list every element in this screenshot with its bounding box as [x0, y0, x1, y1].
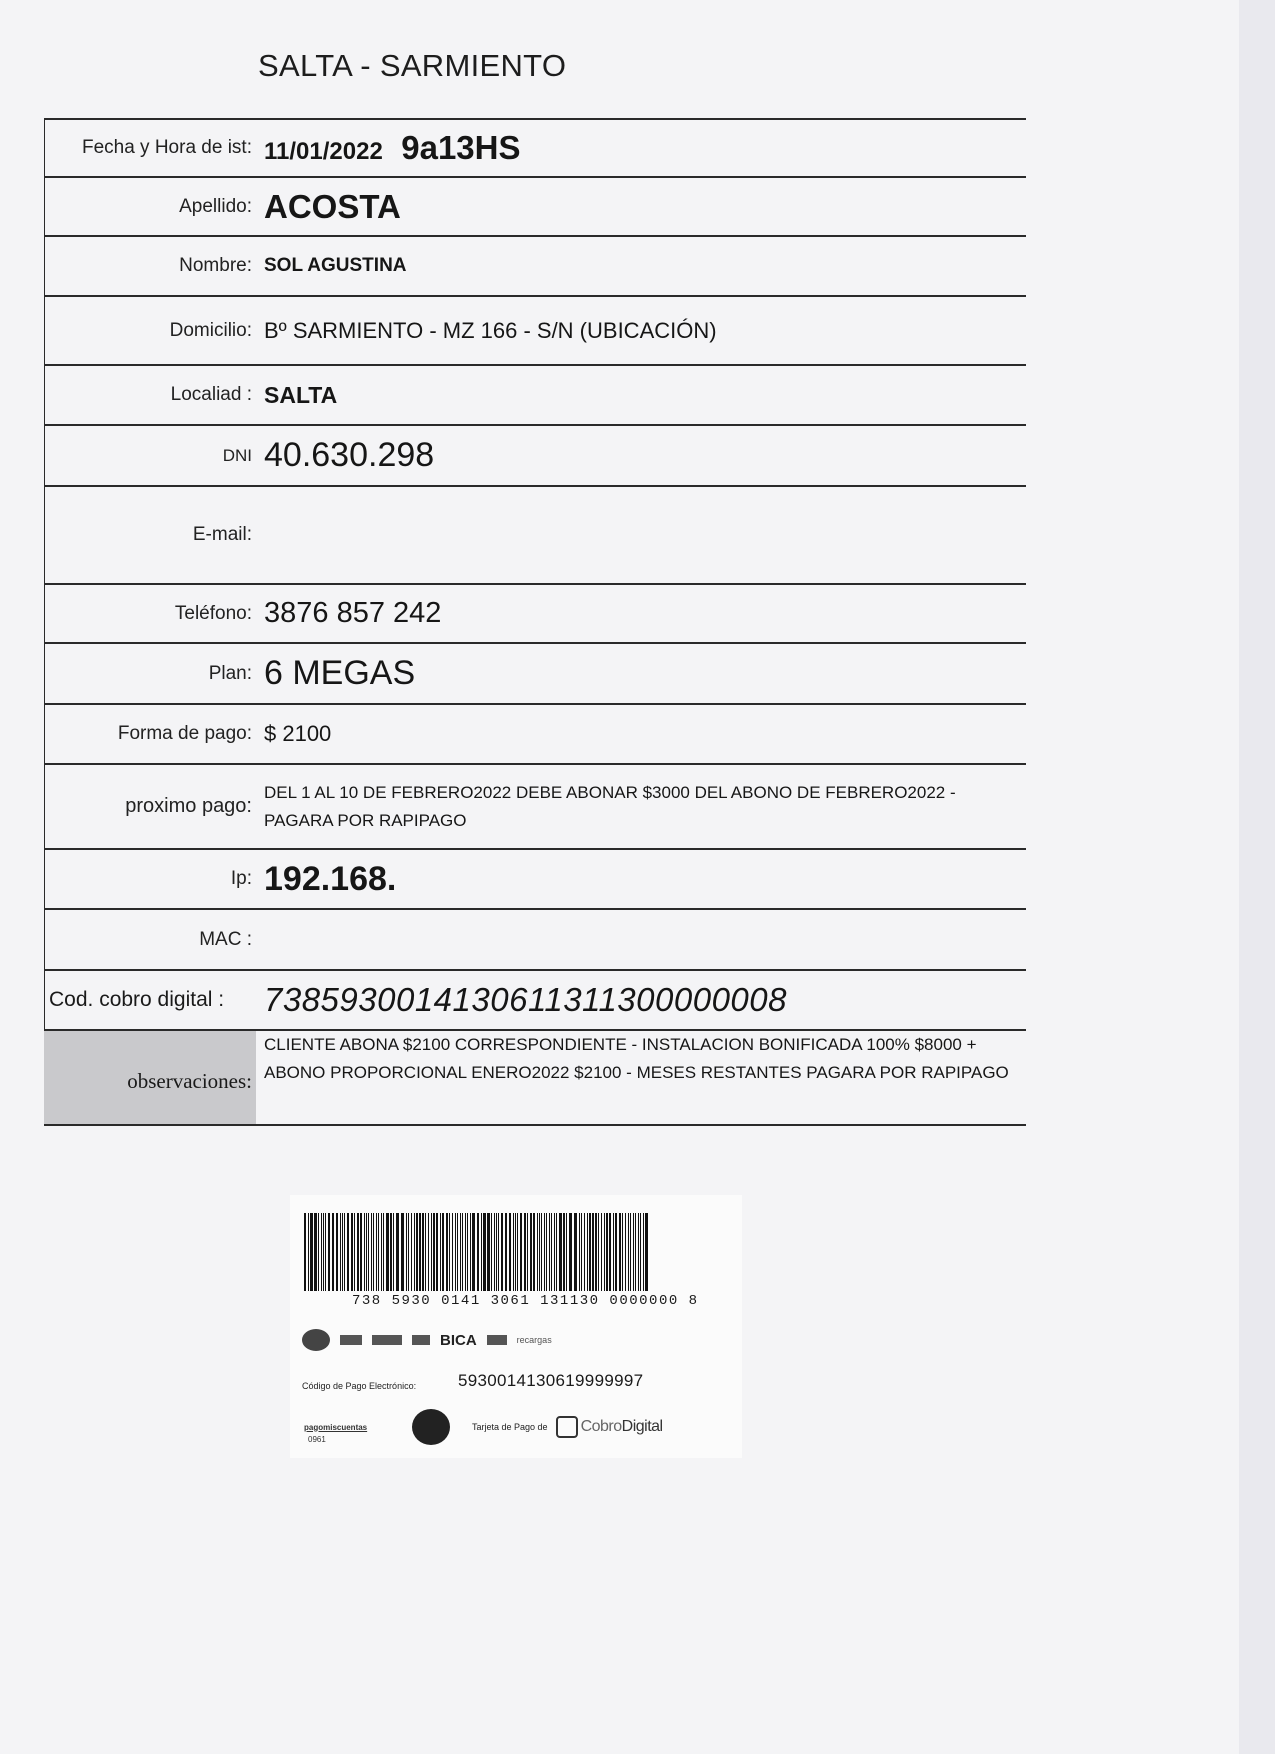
- barcode-bar: [551, 1213, 552, 1291]
- barcode-bar: [351, 1213, 353, 1291]
- barcode-bar: [477, 1213, 479, 1291]
- barcode-bar: [373, 1213, 374, 1291]
- slip-bottom-row: [304, 1409, 724, 1445]
- barcode-bar: [467, 1213, 468, 1291]
- pagofacil-logo-icon: [340, 1335, 362, 1345]
- barcode-bar: [446, 1213, 448, 1291]
- barcode-bar: [487, 1213, 490, 1291]
- row-ip: [44, 848, 1026, 908]
- barcode-bar: [433, 1213, 435, 1291]
- barcode-bar: [381, 1213, 382, 1291]
- barcode-bar: [625, 1213, 626, 1291]
- row-nombre: [44, 235, 1026, 295]
- barcode-bar: [574, 1213, 577, 1291]
- barcode-bar: [498, 1213, 499, 1291]
- barcode-bar: [390, 1213, 392, 1291]
- cod-cobro-value: 7385930014130611311300000008: [264, 981, 787, 1018]
- nombre-value: SOL AGUSTINA: [264, 255, 407, 276]
- proximo-pago-value: [256, 779, 1026, 835]
- barcode-bar: [411, 1213, 412, 1291]
- barcode-bar: [630, 1213, 631, 1291]
- barcode-bar: [556, 1213, 557, 1291]
- proximo-pago-line2: PAGARA POR RAPIPAGO: [264, 810, 467, 830]
- barcode-bar: [633, 1213, 634, 1291]
- observaciones-line2: ABONO PROPORCIONAL ENERO2022 $2100 - MESES RESTANTES PAGARA POR RAPIPAGO: [264, 1063, 1009, 1082]
- barcode-bar: [628, 1213, 629, 1291]
- barcode-bar: [440, 1213, 441, 1291]
- barcode-bar: [314, 1213, 317, 1291]
- barcode-bar: [364, 1213, 365, 1291]
- barcode-bar: [513, 1213, 514, 1291]
- barcode-bar: [595, 1213, 597, 1291]
- fecha-label: Fecha y Hora de ist:: [44, 120, 256, 176]
- row-fecha: [44, 118, 1026, 176]
- page-title: SALTA - SARMIENTO: [258, 48, 567, 83]
- barcode-bar: [368, 1213, 369, 1291]
- barcode-bar: [401, 1213, 404, 1291]
- barcode-bar: [615, 1213, 617, 1291]
- barcode-bar: [366, 1213, 367, 1291]
- apellido-value: ACOSTA: [264, 187, 401, 225]
- barcode-bar: [622, 1213, 623, 1291]
- barcode-bar: [414, 1213, 415, 1291]
- barcode-bar: [481, 1213, 482, 1291]
- barcode-bar: [455, 1213, 456, 1291]
- barcode-bar: [541, 1213, 542, 1291]
- row-apellido: [44, 176, 1026, 235]
- localidad-value: SALTA: [264, 381, 338, 408]
- observaciones-line1: CLIENTE ABONA $2100 CORRESPONDIENTE - INSTALACION BONIFICADA 100% $8000 +: [264, 1035, 977, 1054]
- barcode-bar: [530, 1213, 532, 1291]
- row-localidad: [44, 364, 1026, 424]
- observaciones-value: [256, 1031, 1026, 1087]
- rapipago-logo-icon: [302, 1329, 330, 1351]
- barcode-bar: [354, 1213, 355, 1291]
- barcode-bar: [419, 1213, 421, 1291]
- barcode-bar: [509, 1213, 511, 1291]
- barcode-bar: [406, 1213, 407, 1291]
- codigo-pago-label: Código de Pago Electrónico:: [302, 1381, 417, 1391]
- barcode-bar: [371, 1213, 372, 1291]
- barcode-bar: [589, 1213, 591, 1291]
- provincia-logo-icon: [372, 1335, 402, 1345]
- row-cod-cobro: [44, 969, 1026, 1029]
- scan-edge: [1239, 0, 1275, 1754]
- barcode-bar: [336, 1213, 338, 1291]
- barcode-bar: [609, 1213, 611, 1291]
- barcode-bar: [431, 1213, 432, 1291]
- mac-label: MAC :: [44, 910, 256, 969]
- barcode-bar: [360, 1213, 362, 1291]
- telefono-label: Teléfono:: [44, 585, 256, 642]
- barcode-bar: [442, 1213, 444, 1291]
- barcode-bar: [601, 1213, 602, 1291]
- barcode-bar: [472, 1213, 475, 1291]
- barcode-bar: [524, 1213, 526, 1291]
- barcode-bar: [449, 1213, 450, 1291]
- barcode-bar: [527, 1213, 528, 1291]
- fecha-time: 9a13HS: [401, 129, 521, 166]
- barcode-bar: [579, 1213, 580, 1291]
- ip-label: Ip:: [44, 850, 256, 908]
- barcode-bar: [505, 1213, 507, 1291]
- proximo-pago-line1: DEL 1 AL 10 DE FEBRERO2022 DEBE ABONAR $3000 DEL ABONO DE FEBRERO2022 -: [264, 782, 956, 802]
- row-email: [44, 485, 1026, 583]
- barcode-bar: [604, 1213, 605, 1291]
- barcode-bar: [539, 1213, 540, 1291]
- cobrodigital-logo-a: Cobro: [580, 1418, 622, 1435]
- proximo-pago-label: proximo pago:: [44, 765, 256, 848]
- barcode-bar: [592, 1213, 594, 1291]
- barcode-bar: [457, 1213, 458, 1291]
- barcode-bar: [462, 1213, 463, 1291]
- barcode-bar: [325, 1213, 326, 1291]
- cobrodigital-logo-icon: [556, 1416, 578, 1438]
- nombre-label: Nombre:: [44, 237, 256, 295]
- ripsa-logo-icon: [412, 1335, 430, 1345]
- barcode-bar: [308, 1213, 309, 1291]
- row-dni: [44, 424, 1026, 485]
- barcode-bar: [613, 1213, 614, 1291]
- barcode-bar: [483, 1213, 486, 1291]
- barcode-bar: [554, 1213, 555, 1291]
- barcode-bar: [569, 1213, 572, 1291]
- barcode-bar: [318, 1213, 319, 1291]
- barcode-bar: [501, 1213, 503, 1291]
- barcode-bar: [328, 1213, 330, 1291]
- row-proximo-pago: [44, 763, 1026, 848]
- cobrodigital-logo: [581, 1418, 663, 1436]
- barcode-bar: [310, 1213, 313, 1291]
- forma-pago-value: $ 2100: [264, 721, 332, 746]
- seal-icon: [412, 1409, 450, 1445]
- barcode-bar: [342, 1213, 343, 1291]
- barcode-bar: [494, 1213, 495, 1291]
- barcode-bar: [428, 1213, 429, 1291]
- barcode-bar: [638, 1213, 639, 1291]
- barcode-bar: [332, 1213, 334, 1291]
- barcode-bar: [643, 1213, 644, 1291]
- barcode-bar: [393, 1213, 394, 1291]
- forma-pago-label: Forma de pago:: [44, 705, 256, 763]
- barcode-bar: [598, 1213, 599, 1291]
- barcode-bar: [460, 1213, 461, 1291]
- fecha-value: [256, 129, 1026, 167]
- cobrodigital-logo-b: Digital: [621, 1418, 663, 1435]
- observaciones-label: observaciones:: [44, 1031, 256, 1124]
- barcode-bar: [340, 1213, 341, 1291]
- ip-value: 192.168.: [264, 859, 397, 898]
- barcode-bar: [640, 1213, 641, 1291]
- barcode-bar: [619, 1213, 621, 1291]
- barcode-bar: [566, 1213, 567, 1291]
- barcode-bar: [584, 1213, 585, 1291]
- row-mac: [44, 908, 1026, 969]
- pago24-logo-icon: [487, 1335, 507, 1345]
- barcode-bar: [323, 1213, 324, 1291]
- row-observaciones: [44, 1029, 1026, 1126]
- cod-cobro-label: Cod. cobro digital :: [44, 971, 256, 1029]
- barcode-bar: [546, 1213, 547, 1291]
- barcode-bar: [465, 1213, 466, 1291]
- barcode-bar: [537, 1213, 538, 1291]
- email-label: E-mail:: [44, 487, 256, 583]
- dni-value: 40.630.298: [264, 436, 435, 474]
- barcode-bar: [587, 1213, 588, 1291]
- bica-logo: BICA: [440, 1331, 477, 1349]
- barcode-bar: [515, 1213, 516, 1291]
- barcode-bar: [396, 1213, 399, 1291]
- barcode-bar: [491, 1213, 492, 1291]
- codigo-pago-value: 5930014130619999997: [458, 1371, 644, 1390]
- registration-form: [44, 118, 1026, 1126]
- barcode-bar: [533, 1213, 535, 1291]
- barcode-bar: [635, 1213, 636, 1291]
- fecha-date: 11/01/2022: [264, 138, 383, 165]
- barcode-bar: [645, 1213, 648, 1291]
- payment-slip: [290, 1195, 742, 1458]
- domicilio-label: Domicilio:: [44, 297, 256, 364]
- barcode-bar: [425, 1213, 426, 1291]
- barcode-bar: [520, 1213, 522, 1291]
- barcode-bar: [559, 1213, 562, 1291]
- recargas-logo: recargas: [516, 1335, 552, 1345]
- barcode: [304, 1213, 710, 1291]
- barcode-bar: [408, 1213, 409, 1291]
- tarjeta-label: Tarjeta de Pago de: [472, 1422, 548, 1432]
- barcode-bar: [436, 1213, 438, 1291]
- barcode-bar: [383, 1213, 384, 1291]
- apellido-label: Apellido:: [44, 178, 256, 235]
- barcode-bar: [496, 1213, 497, 1291]
- barcode-bar: [452, 1213, 453, 1291]
- row-domicilio: [44, 295, 1026, 364]
- row-telefono: [44, 583, 1026, 642]
- row-plan: [44, 642, 1026, 703]
- plan-label: Plan:: [44, 644, 256, 703]
- barcode-number: 738 5930 0141 3061 131130 0000000 8: [352, 1293, 699, 1309]
- pagomiscuentas-logo: pagomiscuentas: [304, 1422, 368, 1432]
- barcode-bar: [376, 1213, 377, 1291]
- dni-label: DNI: [44, 426, 256, 485]
- barcode-bar: [606, 1213, 608, 1291]
- barcode-bar: [416, 1213, 418, 1291]
- telefono-value: 3876 857 242: [264, 597, 442, 629]
- barcode-bar: [344, 1213, 345, 1291]
- barcode-bar: [386, 1213, 389, 1291]
- barcode-bar: [347, 1213, 349, 1291]
- barcode-bar: [544, 1213, 545, 1291]
- barcode-bar: [549, 1213, 550, 1291]
- barcode-bar: [422, 1213, 424, 1291]
- barcode-bar: [563, 1213, 565, 1291]
- payment-logos: [302, 1327, 722, 1353]
- domicilio-value: Bº SARMIENTO - MZ 166 - S/N (UBICACIÓN): [264, 317, 717, 343]
- barcode-bar: [517, 1213, 518, 1291]
- barcode-bar: [321, 1213, 322, 1291]
- barcode-bar: [581, 1213, 582, 1291]
- barcode-bar: [470, 1213, 471, 1291]
- localidad-label: Localiad :: [44, 366, 256, 424]
- plan-value: 6 MEGAS: [264, 654, 416, 692]
- row-forma-pago: [44, 703, 1026, 763]
- slip-small-code: 0961: [308, 1435, 326, 1444]
- barcode-bar: [304, 1213, 306, 1291]
- barcode-bar: [378, 1213, 379, 1291]
- barcode-bar: [357, 1213, 359, 1291]
